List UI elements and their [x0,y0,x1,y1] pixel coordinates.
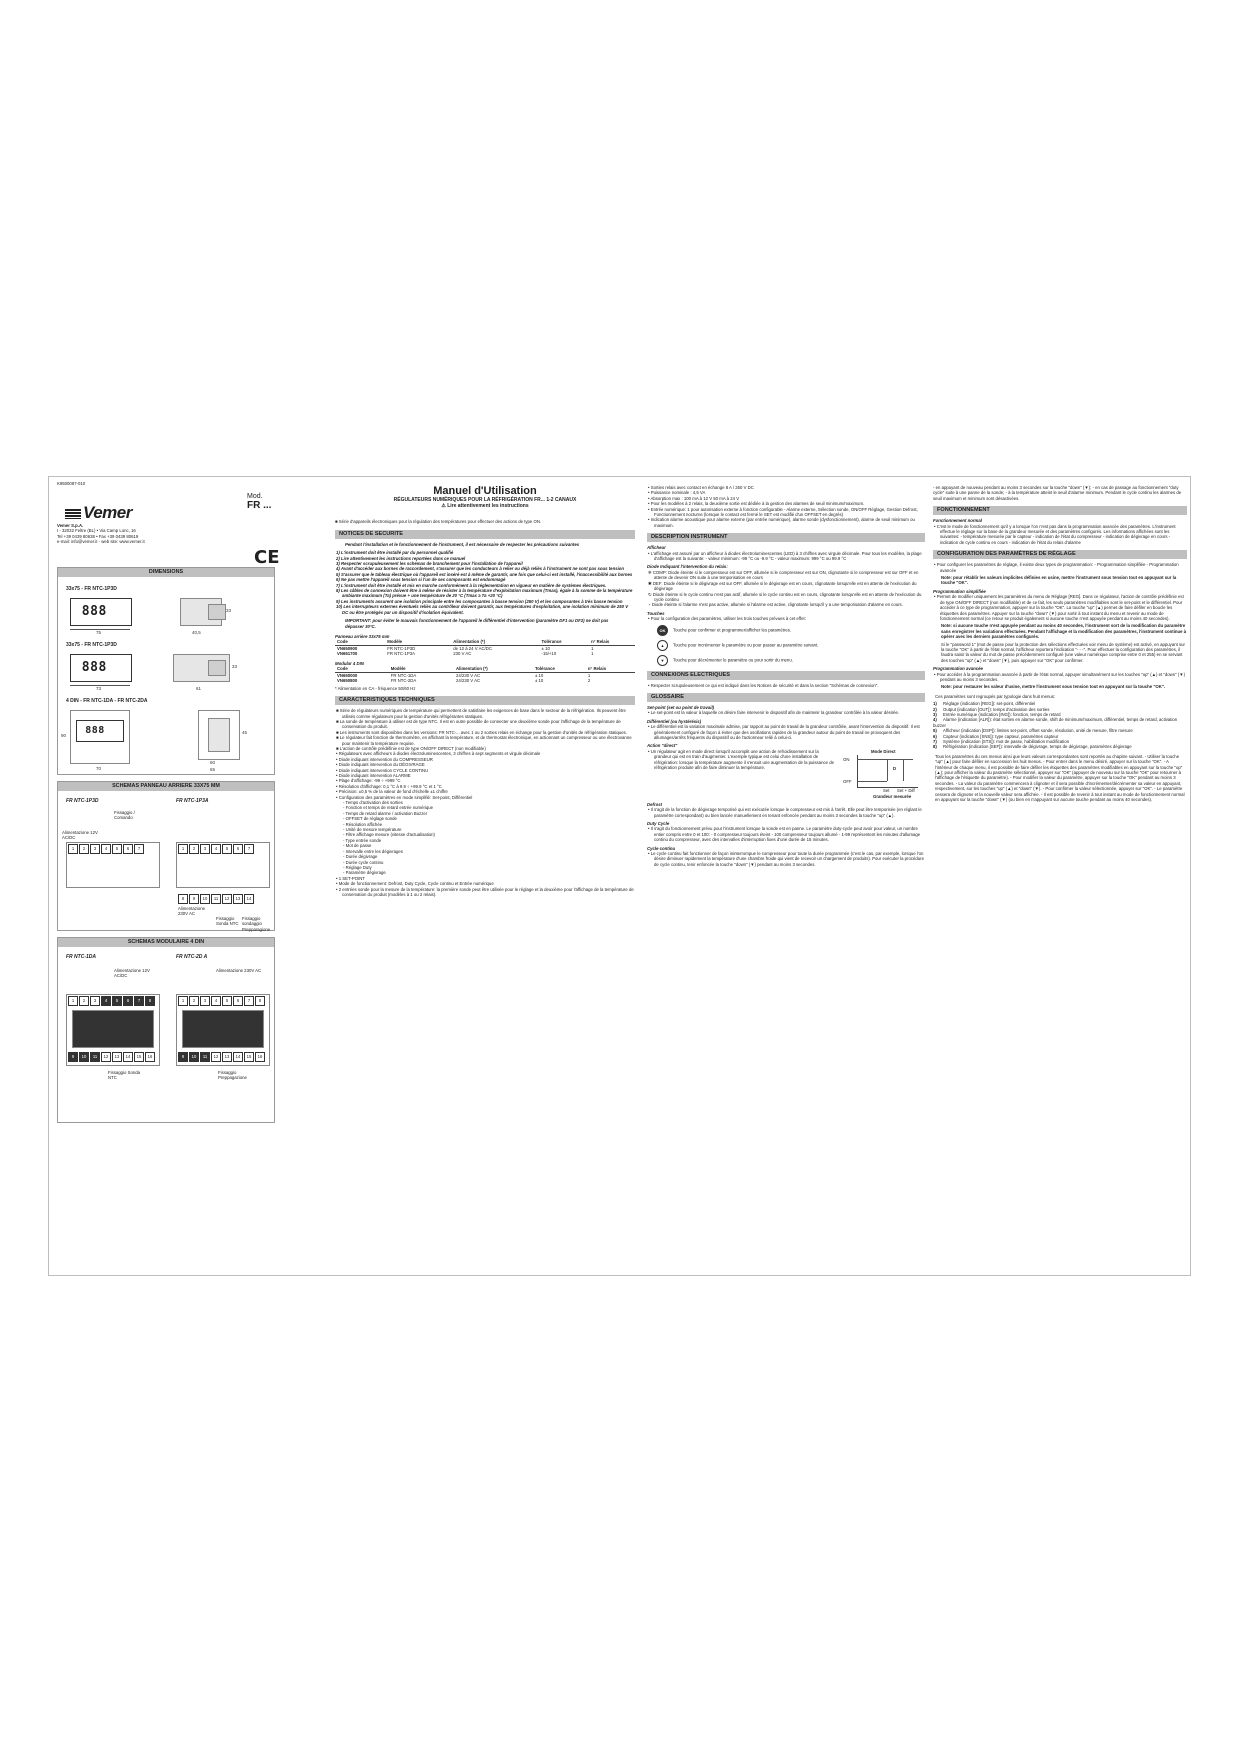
key-text: Touche pour confirmer et programmer/afficher les paramètres. [673,627,792,633]
diode-text: Diode éteinte si l'alarme n'est pas active, allumée si l'alarme est active, clignotante lorsqu'il y a une temporisation d'alarme en cours. [651,602,903,608]
password-text: Si le "password 1" (mot de passe pour la protection des sélections effectuées voir menu de système) est activé, en appuyant sur la touche "OK" à partir de l'état normal, l'afficheur reportera l'indication "- - -". Pour effectuer la configuration des paramètres, il faudra saisir la valeur du mot de passe précédemment configuré (une valeur numérique comprise entre 0 et 255) en se servant des touches "up" (▲) et "down" (▼), puis appuyer sur "OK" pour confirmer. [941,641,1185,663]
advanced-note: Note: pour restaurer les valeur d'usine, mettre l'instrument sous tension tout en appuyant sur la touche "OK". [941,684,1166,690]
modular-table [335,666,635,684]
rear-right-note-3: Fissaggio sondaggio Prepparagione [242,916,271,932]
relay-specs [647,485,925,528]
menu-text: Capteur (indication [SNS]): type capteur, paramètres capteur [943,733,1059,739]
graph-set-label: Set [883,787,890,793]
diode-item [647,581,925,592]
dim-variant-1-label: 33x75 - FR NTC-1P3D [66,586,117,592]
advanced-text: • Pour accéder à la programmation avancée à partir de l'état normal, appuyer simultanément sur les touches "up" (▲) et "down" (▼) pendant au moins 3 secondes. [934,671,1185,682]
tech-item: ■ Les instruments sont disponibles dans les versions: FR NTC-... avec 1 ou 2 sorties relais en échange pour la gestion d'unités de réfrigération statiques. [336,729,627,735]
dim-variant-2-label: 33x75 - FR NTC-1P3D [66,642,117,648]
safety-intro: Pendant l'installation et le fonctionnement de l'instrument, il est nécessaire de respecter les précautions suivantes [345,541,580,547]
menu-text: Afficheur (indication [DSP]): limites set-point, offset sonde, résolution, unité de mesure, filtre mesure [943,728,1133,734]
tech-text: Diode indiquant intervention ALARME [338,773,411,778]
graph-diff-line [903,759,904,781]
tech-list [335,708,635,897]
cell: -15/+10 [541,651,557,657]
model-box [247,493,275,511]
panel-table-title: Panneau arrière 33x75 mm [335,633,390,639]
tech-text: Diode indiquant intervention CYCLE CONTINU [338,767,429,773]
simple-text: • Permet de modifier uniquement les paramètres du menu de Réglage [REG]. Dans ce régulateur, l'action de contrôle prédéfinie est de type ON/OFF DIRECT (non modifiable) et de ce fait, les seuls paramètres modifiables sont le set-point et le différentiel. Pour accéder à ce type de programmation, appuyer sur la touche "OK". La touche "up" (▲) permet de faire défiler en boucle les étiquettes des paramètres. Appuyer sur la touche "down" (▼) pour sortir à tout instant du menu et revenir au mode de fonctionnement normal (ce retour se produit également si aucune touche n'est appuyée pendant au moins 40 secondes). [934,594,1184,621]
diodes-list [647,570,925,608]
tech-heading: CARACTERISTIQUES TECHNIQUES [335,696,635,705]
din-right-terminals-top: 1 2 3 4 5 6 7 8 [178,996,266,1006]
safety-item: 6) Ne pas mettre l'appareil sous tension si l'un de ses composants est endommagé [336,577,506,583]
defrost-text: • Il s'agit de la fonction de dégivrage temporisé qui est exécutée lorsque le compresseur est mis à l'arrêt. Elle peut être temporisée (en réglant le paramètre correspondant) ou bien lancée manuellement en tenant enfoncée pendant au moins 3 secondes la touche "up" (▲). [648,807,922,818]
cycle-icon: ↻ [648,591,652,597]
din-schemes-title: SCHEMAS MODULAIRE 4 DIN [58,938,274,947]
spec-item: • Puissance nominale : 4,5 VA [648,490,706,496]
safety-item: 2) Lire attentivement les instructions reportées dans ce manuel [336,555,466,561]
din-left-terminals-top: 1 2 3 4 5 6 7 8 [68,996,156,1006]
ok-key-icon: OK [657,625,668,636]
table-row [335,651,635,657]
ce-mark-icon: CE [254,547,280,568]
dim-variant-3-label: 4 DIN - FR NTC-1DA - FR NTC-2DA [66,698,148,704]
tech-item: • Configuration des paramètres en mode simplifié: Set-point, Différentiel [336,794,473,800]
normal-bind: C'est le mode de fonctionnement qu'il y a lorsque l'on n'est pas dans la programmation avancée des paramètres. L'instrument effectue le réglage sur la base de la grandeur mesurée et des paramètres configurés. Les informations affichées sont les suivantes: - température mesurée par le capteur - indication de l'état du compresseur - indication de dégivrage en cours - indication de cycle continu en cours - indication de l'état du relais d'alarme [936,523,1176,545]
menu-number: 5) [933,728,937,734]
diff-title: Différentiel (ou hystérésis) [647,718,702,724]
col-relays: n° Relais [586,666,635,672]
model-label: Mod. [247,493,263,500]
cell: VN650000 [337,672,358,678]
dim-variant-3-display [76,720,124,742]
cell: ± 10 [541,645,550,651]
tech-item: ■ Le régulateur fait fonction de thermomètre, en affichant la température, et de thermostat électronique, en actionnant un compresseur ou une électrovanne pour maintenir la température requise. [336,735,632,746]
key-down-row [657,655,925,666]
defrost-title: Defrost [647,801,663,807]
tech-sublist: - Temps d'activation des sorties - Fonction et temps de retard entrée numérique - Temps de retard alarme / activation Buzzer - OFFSET de réglage sonde - Résolution affichée - Unité de mesure température - Filtre affichage mesure (vitesse d'actualisation) - Type entrée sonde - Mot de passe - Intervalle entre les dégivrages - Durée dégivrage - Durée cycle continu - Réglage Duty - Paramètre dégivrage [343,800,435,876]
vemer-logo [65,503,132,523]
brand-name: Vemer [83,503,132,522]
column-dimensions [57,477,280,1275]
safety-item: 5) S'assurer que le tableau électrique où l'appareil est inséré est à même de garantir, une fois que celui-ci est installé, l'inaccessibilité aux bornes [336,571,633,577]
graph-set-line [887,759,888,781]
tech-text: Les instruments sont disponibles dans les versions: FR NTC-... avec 1 ou 2 sorties relais en échange pour la gestion d'unités de réfrigération statiques. [339,729,627,735]
graph-axis-label: Grandeur mesurée [873,793,912,799]
menu-text: Système (indication [STS]): mot de passe, habilitation modification [943,739,1070,745]
down-key-icon: ▼ [657,655,668,666]
company-address: I - 32032 Feltre (BL) • Via Camp Lonc, 16 [57,528,136,534]
diff-bind: Le différentiel est la variation maximale admise, par rapport au point de travail de la grandeur contrôlée, avant l'intervention du dispositif. Il est généralement configuré de façon à éviter que des oscillations rapides de la grandeur autour du point de travail ne provoquent des allumages/arrêts fréquents du dispositif ou de l'actionneur relié à celui-ci. [650,724,920,740]
page-subtitle: RÉGULATEURS NUMÉRIQUES POUR LA RÉFRIGÉRATION FR... 1-2 CANAUX [393,497,577,503]
cell: ± 10 [534,672,544,678]
spec-text: Sorties relais avec contact en échange 8 A / 250 V DC [650,485,754,490]
tech-item: • Diode indiquant intervention du DÉGIVRAGE [336,762,425,768]
company-email: e-mail: info@vemer.it - web site: www.vemer.it [57,539,145,545]
safety-text: Avant d'accéder aux bornes de raccordement, s'assurer que les conducteurs à relier ou déjà reliés à l'instrument ne sont pas sous tension [340,566,625,572]
display-digits: 888 [81,659,107,675]
menu-number: 2) [933,706,937,712]
safety-item: 9) Les instruments assurent une isolation principale entre les composantes à basse tension (250 V) et les composantes à très basse tension [336,598,623,604]
diode-text: COMP: Diode éteinte si le compresseur est sur OFF, allumée si le compresseur est sur ON, clignotante si le compresseur est sur OFF et en attente de devenir ON suite à une temporisation en cours [652,569,919,581]
table-row [335,678,635,684]
spec-text: Indication alarme acoustique pour alarme externe (par entrée numérique), alarme sonde (dysfonctionnement), alarme de seuil minimum ou maximum. [650,517,915,528]
rear-left-note-2: Fissaggio / Comando [114,810,135,821]
cell: FR NTC-2DA [390,678,417,684]
rear-right-note-1: Alimentazione 230V AC [178,906,205,917]
safety-list [335,550,635,615]
menu-text: Réfrigération (indication [SEF]): intervalle de dégivrage, temps de dégivrage, paramètres dégivrage [943,744,1132,750]
rear-left-note-1: Alimentazione 12V AC/DC [62,830,98,841]
cell: 1 [587,672,591,678]
connections-heading: CONNEXIONS ELECTRIQUES [647,671,925,680]
graph-setd-label: Set + Diff [897,787,915,793]
display-digits: 888 [81,603,107,619]
dim-depth-1: 40,5 [192,630,201,635]
column-operation [933,477,1187,1275]
intro-bind: Série d'appareils électroniques pour la régulation des températures pour effectuer des actions de type ON. [338,519,542,525]
dim-depth-3b: 65 [210,767,216,772]
cycle-text: • Le cycle continu fait fonctionner de façon ininterrompue le compresseur pour toute la durée programmée (c'est le cas, par exemple, lorsque l'on désire diminuer rapidement la température d'une chambre froide qui vient de recevoir un chargement de produits). Pour exécuter la procédure de cycle continu, tenir enfoncée la touche "down" (▼) pendant au moins 3 secondes. [648,851,925,867]
glossary-heading: GLOSSAIRE [647,693,925,702]
duty-title: Duty Cycle [647,821,670,826]
col-power: Alimentation (*) [454,666,533,672]
cell: 24/230 V AC [455,678,481,684]
dim-width-1: 75 [96,630,102,635]
menu-text: Output (indication [OUT]): temps d'activation des sorties [943,706,1050,712]
tech-item: • Diode indiquant intervention du COMPRESSEUR [336,756,433,762]
modular-table-title: Modular 4 DIN [335,660,364,666]
cell: FR NTC-1P3D [387,645,416,651]
diff-text: • Le différentiel est la variation maximale admise, par rapport au point de travail de la grandeur contrôlée, avant l'intervention du dispositif. Il est généralement configuré de façon à éviter que des oscillations rapides de la grandeur autour du point de travail ne provoquent des allumages/arrêts fréquents du dispositif ou de l'actionneur relié à celui-ci. [648,724,920,740]
company-name: Vemer S.p.A. [57,523,84,528]
safety-text: Respecter scrupuleusement les schémas de branchement pour l'installation de l'appareil [341,561,523,567]
dim-depth-3a: 60 [210,760,216,765]
rear-right-note-2: Fissaggio Sonda NTC [216,916,239,927]
cell: 1 [591,645,594,651]
tech-text: Régulateurs avec afficheurs à diodes électroluminescentes, 3 chiffres à sept segments et virgule décimale [338,751,541,757]
connector-block [208,604,226,620]
safety-text: S'assurer que le tableau électrique où l'appareil est inséré est à même de garantir, une fois que celui-ci est installé, l'inaccessibilité aux bornes [341,571,633,577]
dim-variant-1-front [70,598,132,626]
column-description [647,477,925,1275]
setpoint-title: Set-point (set ou point de travail) [647,704,715,710]
diodes-title: Diode Indiquant l'intervention du relais: [647,564,728,570]
action-title: Action "direct" [647,743,678,749]
din-left-terminals-bottom: 9 10 11 12 13 14 15 16 [68,1052,156,1062]
touches-bind: Pour la configuration des paramètres, utiliser les trois touches prévues à cet effet: [650,616,806,622]
action-block [647,749,925,799]
key-ok-row [657,625,925,636]
manual-sheet [48,476,1191,1276]
col-model: Modèle [389,666,454,672]
rear-left-model: FR NTC-1P3D [66,798,99,804]
menus-list [933,701,1187,750]
menu-text: Alarme (indication [ALR]): état sorties en alarme sonde, shift de minimum/maximum, différentiel, temps de retard, activation buzzer [933,717,1178,728]
din-right-model: FR NTC-2D A [176,954,208,960]
menu-number: 7) [933,739,937,745]
col-tolerance: Tolérance [533,666,586,672]
safety-text: Les interrupteurs externes éventuels reliés au contrôleur doivent garantir, aux températures d'exploitation, une isolation minimum de 250 V DC ou être protégés par un dispositif d'isolation équivalent. [342,604,629,615]
config-intro-bind: Pour configurer les paramètres de réglage, il existe deux types de programmation: - Programmation simplifiée - Programmation avancée [936,562,1179,573]
duty-bind: Il s'agit du fonctionnement prévu pour l'instrument lorsque la sonde est en panne. Le paramètre duty-cycle peut avoir pour valeur, un nombre entier compris entre 0 et 100: - 0 compresseur toujours éteint - 100 compresseur toujours allumé - 1-99 représentent les minutes d'allumage continu du compresseur, avec des intervalles d'interruption fixes d'une durée de 15 minutes. [650,826,921,843]
logo-mark-icon [65,509,81,519]
safety-item: 4) Avant d'accéder aux bornes de raccordement, s'assurer que les conducteurs à relier ou déjà reliés à l'instrument ne sont pas sous tension [336,566,625,572]
menu-number: 3) [933,712,937,717]
col-relays: n° Relais [589,639,635,645]
key-text: Touche pour décrémenter le paramètre ou pour sortir du menu. [673,657,793,663]
tech-item: • Précision: ±0,5 % de la valeur de fond d'échelle ±1 chiffre [336,789,448,795]
model-value: FR ... [247,500,272,511]
safety-item: 8) Les câbles de connexion doivent être à même de résister à la température d'exploitation maximum (Tmax), égale à la somme de la température ambiante maximum (Ta) prévue + une température de 20 °C (Tmax ≥ Ta +20 °C) [336,588,633,599]
cell: FR NTC-1DA [390,672,417,678]
alarm-icon: ◔ [648,602,651,608]
col-tolerance: Tolérance [540,639,590,645]
cycle-title: Cycle continu [647,845,676,851]
action-bind: Un régulateur agit en mode direct lorsqu'il accomplit une action de refroidissement sur la grandeur qui est en train d'augmenter. L'exemple typique est celui d'une installation de réfrigération: lorsque la température augmente il s'ensuit une augmentation de la puissance de réfrigération produite afin de faire diminuer la température. [650,748,834,770]
safety-item: 7) L'instrument doit être installé et mis en marche conformément à la réglementation en vigueur en matière de systèmes électriques. [336,582,607,588]
din-right-note-2: Fissaggio Preppagazione [218,1070,247,1081]
din-left-display-area [72,1010,154,1048]
graph-on-line [857,759,913,760]
menu-number: 8) [933,744,937,750]
dimensions-panel [57,567,275,775]
din-right-terminals-bottom: 9 10 11 12 13 14 15 16 [178,1052,266,1062]
diode-item [647,570,925,581]
diode-text: Diode éteinte si le cycle continu n'est pas actif, allumée si le cycle continu est en cours, clignotante lorsqu'elle est en attente de l'exécution du cycle continu [652,591,922,602]
touches-intro: • Pour la configuration des paramètres, utiliser les trois touches prévues à cet effet: [648,616,806,622]
action-text: • Un régulateur agit en mode direct lorsqu'il accomplit une action de refroidissement sur la grandeur qui est en train d'augmenter. L'exemple typique est celui d'une installation de réfrigération: lorsque la température augmente il s'ensuit une augmentation de la puissance de réfrigération produite afin de faire diminuer la température. [648,748,834,770]
safety-item: 10) Les interrupteurs externes éventuels reliés au contrôleur doivent garantir, aux températures d'exploitation, une isolation minimum de 250 V DC ou être protégés par un dispositif d'isolation équivalent. [336,604,629,615]
tech-item: • Résolution d'affichage: 0,1 °C à 9.9 ÷ +99.9 °C et 1 °C [336,783,442,789]
tech-text: Mode de fonctionnement: Defrost, Duty Cycle, Cycle continu et Entrée numérique [338,881,494,887]
keys-list [657,625,925,666]
tech-item: ■ L'action de contrôle prédéfinie est de type ON/OFF DIRECT (non modifiable) [336,745,486,751]
advanced-bind: Pour accéder à la programmation avancée à partir de l'état normal, appuyer simultanément sur les touches "up" (▲) et "down" (▼) pendant au moins 3 secondes. [936,671,1185,682]
din-schemes [57,937,275,1123]
safety-item: 1) L'instrument doit être installé par du personnel qualifié [336,550,454,556]
rear-right-terminals: 1 2 3 4 5 6 7 [178,844,255,854]
din-left-note-1: Alimentazione 12V AC/DC [114,968,150,979]
spec-item: • Entrée numérique: 1 pour autorisation externe à fonction configurable - Alarme externe, Sélection sonde, ON/OFF Réglage, Gestion Defrost, Fonctionnement nocturne (lorsque le contact est fermé le SET est modifié d'un OFFSET en degrés) [648,506,918,518]
doc-code: K9500087-010 [57,481,86,486]
diode-item [647,592,925,603]
tech-item: • Diode indiquant intervention ALARME [336,773,411,778]
normal-title: Fonctionnement normal [933,518,982,524]
din-right-display-area [182,1010,264,1048]
compressor-icon: ❄ [648,569,652,575]
tech-text: Résolution d'affichage: 0,1 °C à 9.9 ÷ +99.9 °C et 1 °C [338,783,442,789]
column-safety-tech [335,477,635,1275]
tech-text: La sonde de température à utiliser est de type NTC. Il est en outre possible de connecter une deuxième sonde pour l'affichage de la température de conservation du produit. [339,718,621,730]
setpoint-text: • Le set-point est la valeur à laquelle on désire faire intervenir le dispositif afin de maintenir la grandeur contrôlée à la valeur désirée. [648,710,900,716]
diode-item [647,602,925,607]
dim-height-2: 33 [232,664,238,669]
dimensions-title: DIMENSIONS [58,568,274,577]
menu-number: 1) [933,701,937,707]
spec-text: Pour les modèles à 2 relais, la deuxième sortie est dédiée à la gestion des alarmes de seuil minimum/maximum. [650,501,865,507]
tech-item: ■ Série de régulateurs numériques de température qui permettent de satisfaire les exigences de base dans le secteur de la réfrigération. Ils peuvent être utilisés comme régulateurs pour la gestion d'unités réfrigérantes statiques. [336,708,626,719]
rear-right-terminals-bottom: 8 9 10 11 12 13 14 [178,894,255,904]
defrost-icon: ✱ [648,580,652,586]
spec-text: Entrée numérique: 1 pour autorisation externe à fonction configurable - Alarme externe, Sélection sonde, ON/OFF Réglage, Gestion Defrost, Fonctionnement nocturne (lorsque le contact est fermé le SET est modifié d'un OFFSET en degrés) [650,506,918,518]
setpoint-bind: Le set-point est la valeur à laquelle on désire faire intervenir le dispositif afin de maintenir la grandeur contrôlée à la valeur désirée. [650,710,900,716]
safety-item: 3) Respecter scrupuleusement les schémas de branchement pour l'installation de l'appareil [336,561,523,567]
col-model: Modèle [385,639,451,645]
tech-text: L'action de contrôle prédéfinie est de type ON/OFF DIRECT (non modifiable) [339,745,486,751]
description-heading: DESCRIPTION INSTRUMENT [647,533,925,542]
connector-block [208,660,226,676]
afficheur-bind: L'affichage est assuré par un afficheur à diodes électroluminescentes (LED) à 3 chiffres avec virgule décimale. Pour tous les modèles, la plage d'affichage est la suivante: - valeur minimum: -99 °C ou -9.9 °C - valeur maximum: 999 °C ou 99.9 °C [650,550,922,562]
advanced-title: Programmation avancée [933,666,983,672]
spec-item: • Pour les modèles à 2 relais, la deuxième sortie est dédiée à la gestion des alarmes de seuil minimum/maximum. [648,501,865,507]
defrost-bind: Il s'agit de la fonction de dégivrage temporisé qui est exécutée lorsque le compresseur est mis à l'arrêt. Elle peut être temporisée (en réglant le paramètre correspondant) ou bien lancée manuellement en tenant enfoncée pendant au moins 3 secondes la touche "up" (▲). [650,807,922,818]
spec-text: Absorption max : 100 mA à 12 V 50 mA à 24 V [650,495,740,501]
safety-text: Lire attentivement les instructions reportées dans ce manuel [341,555,466,561]
tech-text: 1 SET-POINT [338,875,365,881]
key-up-row [657,640,925,651]
safety-text: Ne pas mettre l'appareil sous tension si l'un de ses composants est endommagé [341,577,506,583]
dim-side-3: 45 [242,730,248,735]
rear-panel-title: SCHEMAS PANNEAU ARRIERE 33X75 MM [58,782,274,791]
cell: 1 [591,651,594,657]
menus-navigation-text: Tous les paramètres du ces menus ainsi que leurs valeurs correspondantes sont reportés au chapitre suivant. - Utiliser la touche "up" (▲) pour faire défiler en succession les huit menus. - Pour entrer dans le menu désiré, appuyer sur la touche "OK". - A l'intérieur de chaque menu, il est possible de faire défiler les étiquettes des paramètres modifiables en appuyant sur la touche "up" (▲); pour afficher la valeur du paramètre sélectionné, appuyer sur "OK" (appuyer de nouveau sur la touche "OK" pour retourner à l'affichage de l'étiquette du paramètre). - Pour modifier la valeur du paramètre, appuyer sur la touche "OK" pendant au moins 3 secondes. - La valeur du paramètre commencera à clignoter et il sera possible d'incrémenter/décrémenter sa valeur en appuyant, respectivement, sur les touches "up" (▲) et "down" (▼). - Pour confirmer la valeur sélectionnée, appuyer sur "OK". - Le paramètre cessera de clignoter et la nouvelle valeur sera affichée. - Il est possible de revenir à tout instant au mode de fonctionnement normal en appuyant sur la touche "down" (▼) (ou bien en n'appuyant sur aucune touche pendant au moins 40 secondes). [935,753,1185,803]
touches-title: Touches [647,610,665,616]
menu-text: Entrée numérique (indication [ING]): fonction, temps de retard [943,712,1061,717]
menu-number: 6) [933,733,937,739]
connections-text: • Respecter scrupuleusement ce qui est indiqué dans les Notices de sécurité et dans la section "Schémas de connexion". [648,682,879,688]
graph-off-line [857,781,887,782]
dim-width-2: 73 [96,686,102,691]
warning-line [335,503,635,509]
operation-heading: FONCTIONNEMENT [933,506,1187,515]
safety-text: Les câbles de connexion doivent être à même de résister à la température d'exploitation maximum (Tmax), égale à la somme de la température ambiante maximum (Ta) prévue + une température de 20 °C (Tmax ≥ Ta +20 °C) [341,588,633,599]
din-right-note-1: Alimentazione 230V AC [216,968,262,973]
tech-text: Le régulateur fait fonction de thermomètre, en affichant la température, et de thermostat électronique, en actionnant un compresseur ou une électrovanne pour maintenir la température requise. [339,735,632,746]
spec-item: • Indication alarme acoustique pour alarme externe (par entrée numérique), alarme sonde (dysfonctionnement), alarme de seuil minimum ou maximum. [648,517,915,528]
din-left-note-2: Fissaggio Sonda NTC [108,1070,141,1081]
warning-icon: ⚠ [441,503,446,510]
graph-d-label: D [893,765,897,771]
tech-item: • 2 entrées sonde pour la mesure de la température: la première sonde peut être utilisée pour le réglage et la deuxième pour l'affichage de la température de conservation du produit (modèles à 1 ou 2 relais). [336,886,634,897]
tech-text: Plage d'affichage: -99 ÷ +999 °C [338,778,401,784]
spec-item: • Sorties relais avec contact en échange 8 A / 250 V DC [648,485,754,490]
tech-item: • Plage d'affichage: -99 ÷ +999 °C [336,778,401,784]
tech-text: Diode indiquant intervention du COMPRESSEUR [338,756,433,762]
tech-item: • Diode indiquant intervention CYCLE CONTINU [336,767,429,773]
rear-right-model: FR NTC-1P3A [176,798,209,804]
dim-height-1: 33 [226,608,232,613]
tech-text: Série de régulateurs numériques de température qui permettent de satisfaire les exigences de base dans le secteur de la réfrigération. Ils peuvent être utilisés comme régulateurs pour la gestion d'unités réfrigérantes statiques. [339,708,626,719]
direct-action-graph [843,749,921,799]
menu-number: 4) [933,717,937,723]
normal-text: • C'est le mode de fonctionnement qu'il y a lorsque l'on n'est pas dans la programmation avancée des paramètres. L'instrument effectue le réglage sur la base de la grandeur mesurée et des paramètres configurés. Les informations affichées sont les suivantes: - température mesurée par le capteur - indication de l'état du compresseur - indication de dégivrage en cours - indication de cycle continu en cours - indication de l'état du relais d'alarme [934,523,1176,545]
intro-text: ■ Série d'appareils électroniques pour la régulation des températures pour effectuer des actions de type ON. [335,519,542,525]
dim-width-3: 70 [96,766,102,771]
simple-title: Programmation simplifiée [933,588,986,594]
din-rail-block [208,718,230,752]
menu-item [933,744,1187,749]
tech-item: ■ La sonde de température à utiliser est de type NTC. Il est en outre possible de connecter une deuxième sonde pour l'affichage de la température de conservation du produit. [336,718,621,730]
title-block [335,485,635,509]
afficheur-text: • L'affichage est assuré par un afficheur à diodes électroluminescentes (LED) à 3 chiffres avec virgule décimale. Pour tous les modèles, la plage d'affichage est la suivante: - valeur minimum: -99 °C ou -9.9 °C - valeur maximum: 999 °C ou 99.9 °C [648,550,922,562]
diode-text: DEF: Diode éteinte si le dégivrage est sur OFF, allumée si le dégivrage est en cours, clignotante lorsqu'elle est en attente de l'exécution du dégivrage [652,580,917,592]
company-phone: Tel +39 0439 80638 • Fax +39 0439 80619 [57,533,139,539]
cycle-bind: Le cycle continu fait fonctionner de façon ininterrompue le compresseur pour toute la durée programmée (c'est le cas, par exemple, lorsque l'on désire diminuer rapidement la température d'une chambre froide qui vient de recevoir un chargement de produits). Pour exécuter la procédure de cycle continu, tenir enfoncée la touche "down" (▼) pendant au moins 3 secondes. [650,851,925,867]
safety-text: Les instruments assurent une isolation principale entre les composantes à basse tension (250 V) et les composantes à très basse tension [341,598,623,604]
dim-depth-2: 61 [196,686,202,691]
graph-off-label: OFF [843,778,852,784]
up-key-icon: ▲ [657,640,668,651]
tech-text: 2 entrées sonde pour la mesure de la température: la première sonde peut être utilisée pour le réglage et la deuxième pour l'affichage de la température de conservation du produit (modèles à 1 ou 2 relais). [338,886,634,897]
graph-title: Mode Direct [871,748,896,754]
menu-text: Réglage (indication [REG]): set-point, différentiel [943,701,1036,707]
tech-text: Précision: ±0,5 % de la valeur de fond d'échelle ±1 chiffre [338,789,448,795]
dim-variant-2-front [70,654,132,682]
tech-text: Diode indiquant intervention du DÉGIVRAGE [338,762,425,768]
table-footnote: * Alimentation en CA - fréquence 50/60 Hz [335,685,416,691]
display-digits: 888 [85,724,105,736]
cell: FR NTC-1P3A [387,651,415,657]
cell: 2 [587,678,591,684]
tech-text: Configuration des paramètres en mode simplifié: Set-point, Différentiel [338,794,473,800]
safety-heading: NOTICES DE SECURITE [335,530,635,539]
cell: ± 10 [534,678,544,684]
rear-panel-schemes [57,781,275,931]
tech-item: • Mode de fonctionnement: Defrost, Duty Cycle, Cycle continu et Entrée numérique [336,881,494,887]
spec-item: • Absorption max : 100 mA à 12 V 50 mA à 24 V [648,495,740,501]
menu-item [933,717,1187,728]
page-title: Manuel d'Utilisation [433,485,537,497]
rear-left-terminals: 1 2 3 4 5 6 7 [68,844,145,854]
cell: VN651700 [337,651,358,657]
col-code: Code [335,639,385,645]
din-left-model: FR NTC-1DA [66,954,96,960]
connections-bind: Respecter scrupuleusement ce qui est indiqué dans les Notices de sécurité et dans la section "Schémas de connexion". [650,682,879,688]
dim-height-3: 90 [61,733,67,738]
cell: VN650900 [337,645,358,651]
config-note: Note: pour rétablir les valeurs implicites définies en usine, mettre l'instrument sous tension tout en appuyant sur la touche "OK". [941,575,1177,586]
important-note: IMPORTANT: pour éviter le mauvais fonctionnement de l'appareil le différentiel d'intervention (paramètre DF1 ou DF2) ne doit pas dépasser 30°C. [345,618,609,629]
simple-bind: Permet de modifier uniquement les paramètres du menu de Réglage [REG]. Dans ce régulateur, l'action de contrôle prédéfinie est de type ON/OFF DIRECT (non modifiable) et de ce fait, les seuls paramètres modifiables sont le set-point et le différentiel. Pour accéder à ce type de programmation, appuyer sur la touche "OK". La touche "up" (▲) permet de faire défiler en boucle les étiquettes des paramètres. Appuyer sur la touche "down" (▼) pour sortir à tout instant du menu et revenir au mode de fonctionnement normal (ce retour se produit également si aucune touche n'est appuyée pendant au moins 40 secondes). [936,594,1184,621]
afficheur-title: Afficheur [647,545,666,551]
graph-on-label: ON [843,756,850,762]
key-text: Touche pour incrémenter le paramètre ou pour passer au paramètre suivant. [673,642,819,648]
tech-item: • 1 SET-POINT [336,875,365,881]
config-heading: CONFIGURATION DES PARAMÈTRES DE RÉGLAGE [933,550,1187,559]
safety-text: L'instrument doit être installé et mis en marche conformément à la réglementation en vigueur en matière de systèmes électriques. [341,582,607,588]
panel-table [335,639,635,657]
col-code: Code [335,666,389,672]
warning-text: Lire attentivement les instructions [447,503,529,510]
cell: 24/230 V AC [455,672,481,678]
cell: de 12 à 24 V AC/DC [453,645,492,651]
spec-text: Puissance nominale : 4,5 VA [650,490,706,496]
config-intro: • Pour configurer les paramètres de réglage, il existe deux types de programmation: - Programmation simplifiée - Programmation avancée [934,562,1179,573]
menus-intro: Ces paramètres sont regroupés par typologie dans huit menus: [935,693,1056,699]
duty-text: • Il s'agit du fonctionnement prévu pour l'instrument lorsque la sonde est en panne. Le paramètre duty-cycle peut avoir pour valeur, un nombre entier compris entre 0 et 100: - 0 compresseur toujours éteint - 100 compresseur toujours allumé - 1-99 représentent les minutes d'allumage continu du compresseur, avec des intervalles d'interruption fixes d'une durée de 15 minutes. [648,826,921,843]
simple-note: Note: si aucune touche n'est appuyée pendant au moins 40 secondes, l'instrument sort de la modification du paramètre sans enregistrer les variations effectuées. Pendant l'affichage et la modification des paramètres, l'instrument continue à opérer avec les derniers paramètres configurés. [941,623,1187,640]
cell: VN650800 [337,678,358,684]
tech-item: • Régulateurs avec afficheurs à diodes électroluminescentes, 3 chiffres à sept segments et virgule décimale [336,751,541,757]
cycle-continuation: - en appuyant de nouveau pendant au moins 3 secondes sur la touche "down" (▼); - en cas de passage au fonctionnement "duty cycle" suite à une panne de la sonde; - à la température atteint le seuil d'alarme minimum. Pendant le cycle continu les alarmes de seuil maximum et minimum sont désactivées. [933,485,1182,501]
safety-text: L'instrument doit être installé par du personnel qualifié [341,550,454,556]
company-block [57,523,247,545]
col-power: Alimentation (*) [451,639,539,645]
cell: 230 V AC [453,651,472,657]
